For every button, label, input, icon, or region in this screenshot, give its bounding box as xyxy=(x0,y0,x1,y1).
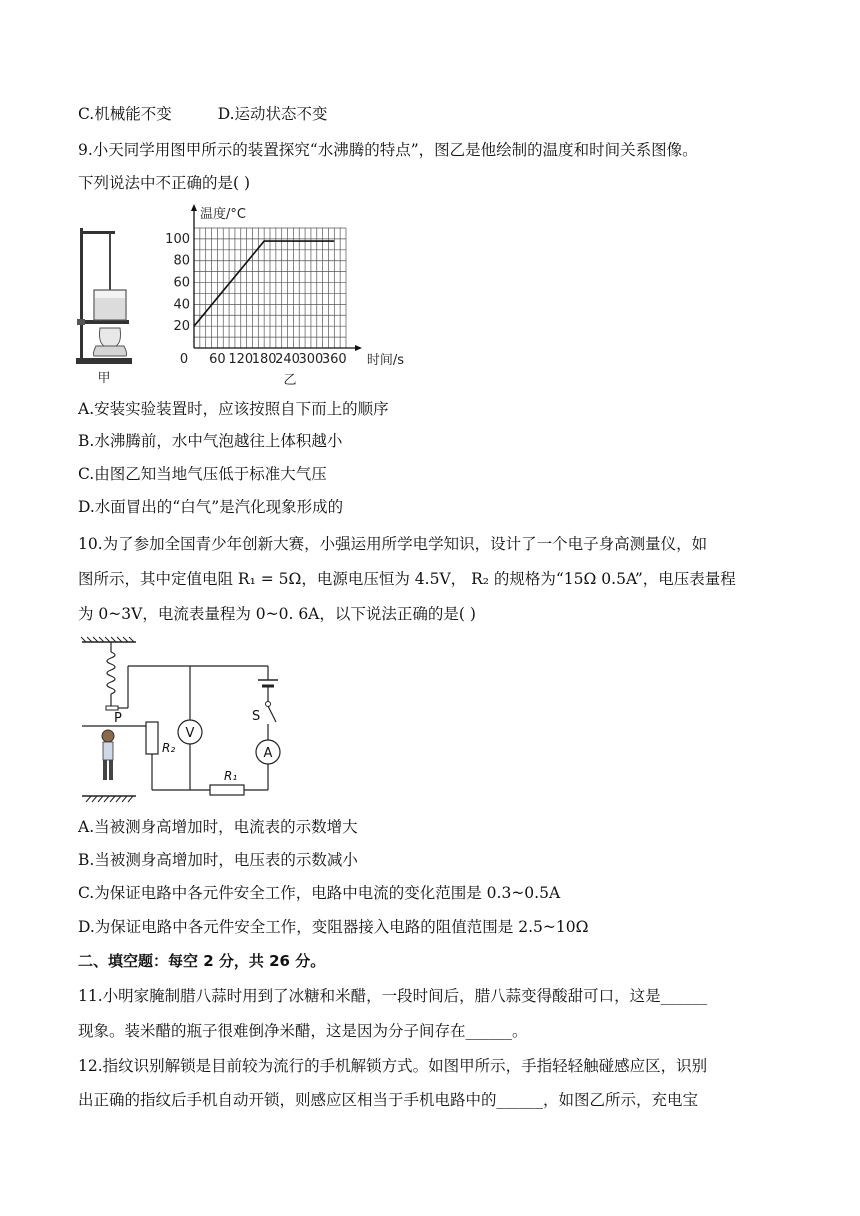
q12-line2: 出正确的指纹后手机自动开锁，则感应区相当于手机电路中的______，如图乙所示，充电宝 xyxy=(78,1091,699,1109)
x-tick-label: 240 xyxy=(275,352,300,367)
q9-option-b: B.水沸腾前，水中气泡越往上体积越小 xyxy=(78,432,343,450)
y-tick-label: 20 xyxy=(173,319,190,335)
q10-option-a: A.当被测身高增加时，电流表的示数增大 xyxy=(78,818,358,836)
x-tick-label: 180 xyxy=(251,352,277,367)
q9-option-c: C.由图乙知当地气压低于标准大气压 xyxy=(78,465,327,483)
q12-line1: 12.指纹识别解锁是目前较为流行的手机解锁方式。如图甲所示，手指轻轻触碰感应区，识别 xyxy=(78,1057,708,1075)
q10-option-c: C.为保证电路中各元件安全工作，电路中电流的变化范围是 0.3~0.5A xyxy=(78,884,561,902)
x-tick-label: 120 xyxy=(228,352,254,367)
x-axis-label: 时间/s xyxy=(366,353,404,368)
y-tick-label: 100 xyxy=(165,231,190,247)
q10-stem-line3: 为 0~3V，电流表量程为 0~0. 6A，以下说法正确的是( ) xyxy=(78,605,476,623)
q9-stem-line1: 9.小天同学用图甲所示的装置探究“水沸腾的特点”，图乙是他绘制的温度和时间关系图像。 xyxy=(78,141,698,159)
y-axis-label: 温度/°C xyxy=(200,207,246,222)
x-tick-label: 360 xyxy=(321,352,347,367)
chart-grid xyxy=(194,228,346,348)
q8-option-d: D.运动状态不变 xyxy=(217,105,328,123)
height-meter-circuit-figure xyxy=(76,636,296,808)
q10-option-d: D.为保证电路中各元件安全工作，变阻器接入电路的阻值范围是 2.5~10Ω xyxy=(78,918,589,936)
q8-options xyxy=(78,103,328,125)
x-tick-label: 60 xyxy=(209,352,226,367)
temperature-time-chart xyxy=(164,198,408,390)
label-v: V xyxy=(185,726,195,741)
q11-line1: 11.小明家腌制腊八蒜时用到了冰糖和米醋，一段时间后，腊八蒜变得酸甜可口，这是______ xyxy=(78,987,708,1005)
origin-label: 0 xyxy=(179,352,189,367)
q9-option-d: D.水面冒出的“白气”是汽化现象形成的 xyxy=(78,498,344,516)
x-tick-label: 300 xyxy=(298,352,324,367)
q10-option-b: B.当被测身高增加时，电压表的示数减小 xyxy=(78,851,358,869)
boiling-apparatus-figure xyxy=(74,224,134,384)
label-r1: R₁ xyxy=(224,769,238,783)
chart-x-axis-arrow xyxy=(355,345,362,351)
q9-option-a: A.安装实验装置时，应该按照自下而上的顺序 xyxy=(78,400,389,418)
chart-axes xyxy=(191,204,362,351)
person-figure xyxy=(102,730,114,780)
y-tick-label: 80 xyxy=(173,253,190,269)
label-p: P xyxy=(114,711,122,726)
q10-stem-line1: 10.为了参加全国青少年创新大赛，小强运用所学电学知识，设计了一个电子身高测量仪，如 xyxy=(78,535,708,553)
fig-yi-caption: 乙 xyxy=(283,373,297,388)
y-tick-label: 40 xyxy=(173,297,190,313)
label-a: A xyxy=(263,746,273,761)
label-s: S xyxy=(252,709,261,724)
q10-stem-line2: 图所示，其中定值电阻 R₁ = 5Ω，电源电压恒为 4.5V， R₂ 的规格为“15Ω 0.5A”，电压表量程 xyxy=(78,570,736,588)
y-tick-label: 60 xyxy=(173,275,190,291)
chart-y-axis-arrow xyxy=(191,204,197,211)
q9-stem-line2: 下列说法中不正确的是( ) xyxy=(78,174,251,192)
q8-option-c: C.机械能不变 xyxy=(78,105,172,123)
label-r2: R₂ xyxy=(162,741,176,755)
q11-line2: 现象。装米醋的瓶子很难倒净米醋，这是因为分子间存在______。 xyxy=(78,1022,528,1040)
fig-jia-caption: 甲 xyxy=(97,371,111,384)
section-heading: 二、填空题：每空 2 分，共 26 分。 xyxy=(78,952,326,970)
